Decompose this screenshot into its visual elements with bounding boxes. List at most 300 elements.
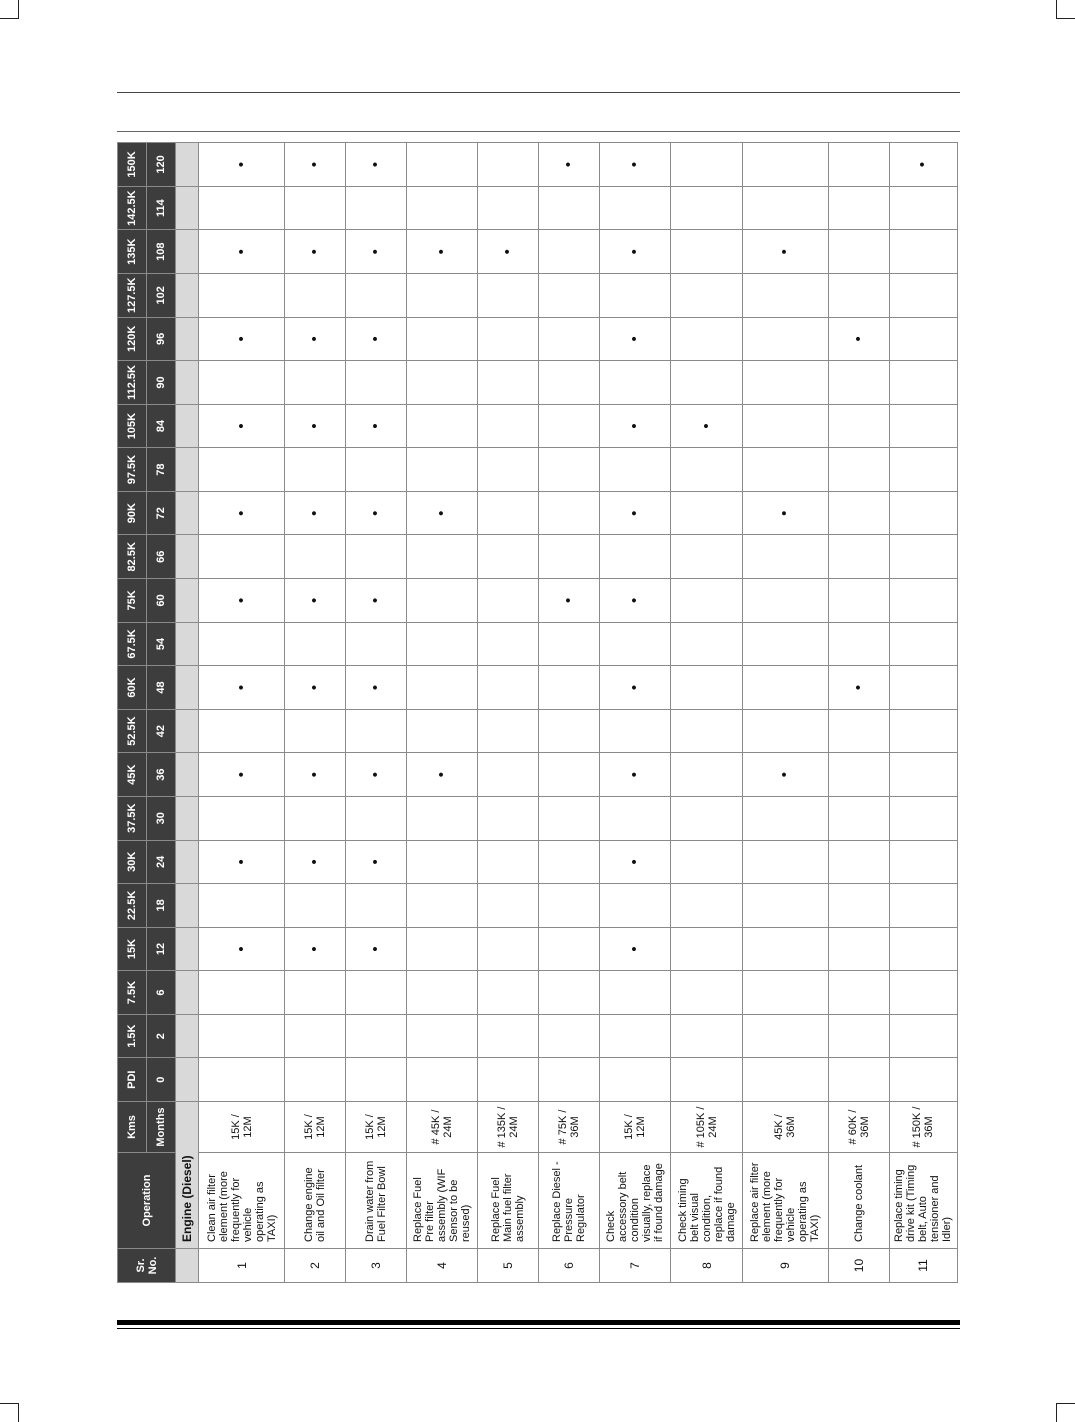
crop-mark-top-right (1056, 0, 1075, 19)
section-cell (176, 274, 199, 318)
service-empty-cell (828, 274, 889, 318)
kms-header: Kms (118, 1102, 147, 1153)
service-empty-cell (828, 1014, 889, 1058)
service-empty-cell (889, 796, 957, 840)
footer-rule-thick (117, 1320, 960, 1325)
service-empty-cell (828, 1058, 889, 1102)
sr-no-cell: 2 (285, 1249, 346, 1283)
table-row (199, 143, 285, 1283)
service-empty-cell (889, 535, 957, 579)
service-due-dot: • (199, 317, 285, 361)
service-empty-cell (539, 535, 600, 579)
service-due-dot: • (671, 404, 742, 448)
service-empty-cell (478, 753, 539, 797)
service-empty-cell (406, 317, 477, 361)
section-title: Engine (Diesel) (176, 1102, 199, 1249)
service-due-dot: • (600, 491, 671, 535)
service-due-dot: • (478, 230, 539, 274)
schedule-cell: 45K / 36M (742, 1102, 828, 1153)
service-empty-cell (478, 796, 539, 840)
service-empty-cell (600, 361, 671, 405)
interval-kms-header: 45K (118, 753, 147, 797)
service-due-dot: • (199, 579, 285, 623)
section-cell (176, 186, 199, 230)
service-empty-cell (671, 1014, 742, 1058)
service-empty-cell (346, 1058, 407, 1102)
table-row (406, 143, 477, 1283)
service-empty-cell (346, 796, 407, 840)
service-empty-cell (600, 535, 671, 579)
service-empty-cell (199, 535, 285, 579)
service-due-dot: • (285, 840, 346, 884)
service-empty-cell (285, 1014, 346, 1058)
section-cell (176, 971, 199, 1015)
interval-kms-header: 1.5K (118, 1014, 147, 1058)
service-empty-cell (742, 622, 828, 666)
interval-kms-header: 112.5K (118, 361, 147, 405)
service-due-dot: • (199, 753, 285, 797)
service-empty-cell (346, 884, 407, 928)
interval-kms-header: 52.5K (118, 709, 147, 753)
interval-months-header: 0 (147, 1058, 176, 1102)
operation-cell: Clean air filter element (more frequently for vehicle operating as TAXI) (199, 1153, 285, 1249)
service-empty-cell (406, 186, 477, 230)
schedule-cell: 15K / 12M (199, 1102, 285, 1153)
section-cell (176, 448, 199, 492)
service-due-dot: • (406, 491, 477, 535)
service-empty-cell (889, 361, 957, 405)
service-due-dot: • (285, 317, 346, 361)
section-spacer (176, 1249, 199, 1283)
interval-months-header: 102 (147, 274, 176, 318)
service-empty-cell (539, 1058, 600, 1102)
service-due-dot: • (600, 927, 671, 971)
service-due-dot: • (600, 666, 671, 710)
interval-kms-header: 142.5K (118, 186, 147, 230)
service-empty-cell (285, 709, 346, 753)
service-due-dot: • (828, 317, 889, 361)
service-empty-cell (478, 143, 539, 187)
sr-no-cell: 3 (346, 1249, 407, 1283)
service-empty-cell (539, 753, 600, 797)
service-empty-cell (671, 491, 742, 535)
service-due-dot: • (199, 404, 285, 448)
service-empty-cell (742, 274, 828, 318)
interval-months-header: 66 (147, 535, 176, 579)
interval-kms-header: 15K (118, 927, 147, 971)
operation-cell: Change engine oil and Oil filter (285, 1153, 346, 1249)
service-empty-cell (742, 579, 828, 623)
service-empty-cell (406, 143, 477, 187)
interval-months-header: 96 (147, 317, 176, 361)
service-empty-cell (828, 448, 889, 492)
service-empty-cell (671, 927, 742, 971)
service-empty-cell (742, 666, 828, 710)
service-empty-cell (671, 143, 742, 187)
service-empty-cell (285, 1058, 346, 1102)
service-empty-cell (406, 448, 477, 492)
service-empty-cell (828, 884, 889, 928)
service-empty-cell (406, 404, 477, 448)
service-empty-cell (600, 709, 671, 753)
table-row (889, 143, 957, 1283)
service-empty-cell (346, 622, 407, 666)
service-due-dot: • (346, 404, 407, 448)
service-empty-cell (478, 491, 539, 535)
section-cell (176, 666, 199, 710)
service-empty-cell (478, 709, 539, 753)
service-empty-cell (539, 840, 600, 884)
service-due-dot: • (346, 753, 407, 797)
service-empty-cell (539, 448, 600, 492)
operation-cell: Replace air filter element (more frequently for vehicle operating as TAXI) (742, 1153, 828, 1249)
service-empty-cell (828, 709, 889, 753)
service-empty-cell (889, 491, 957, 535)
section-cell (176, 796, 199, 840)
service-empty-cell (478, 1014, 539, 1058)
interval-kms-header: 97.5K (118, 448, 147, 492)
service-empty-cell (539, 796, 600, 840)
service-empty-cell (828, 404, 889, 448)
service-due-dot: • (199, 491, 285, 535)
service-empty-cell (889, 317, 957, 361)
service-empty-cell (742, 796, 828, 840)
service-due-dot: • (600, 317, 671, 361)
header-rule (117, 92, 960, 93)
interval-kms-header: 135K (118, 230, 147, 274)
service-empty-cell (346, 274, 407, 318)
service-empty-cell (742, 361, 828, 405)
service-empty-cell (406, 274, 477, 318)
service-empty-cell (346, 1014, 407, 1058)
service-empty-cell (742, 927, 828, 971)
operation-cell: Change coolant (828, 1153, 889, 1249)
service-due-dot: • (742, 230, 828, 274)
table-row (539, 143, 600, 1283)
service-empty-cell (600, 1014, 671, 1058)
section-cell (176, 622, 199, 666)
service-empty-cell (199, 884, 285, 928)
sr-no-cell: 9 (742, 1249, 828, 1283)
service-empty-cell (600, 1058, 671, 1102)
sr-no-cell: 1 (199, 1249, 285, 1283)
operation-cell: Replace Diesel - Pressure Regulator (539, 1153, 600, 1249)
service-due-dot: • (889, 143, 957, 187)
service-empty-cell (742, 317, 828, 361)
service-empty-cell (478, 579, 539, 623)
service-empty-cell (539, 317, 600, 361)
service-empty-cell (539, 622, 600, 666)
table-row (478, 143, 539, 1283)
service-empty-cell (478, 927, 539, 971)
interval-months-header: 54 (147, 622, 176, 666)
service-empty-cell (742, 840, 828, 884)
crop-mark-bottom-right (1056, 1403, 1075, 1422)
service-due-dot: • (539, 579, 600, 623)
service-empty-cell (285, 884, 346, 928)
service-empty-cell (742, 1058, 828, 1102)
service-empty-cell (742, 448, 828, 492)
service-empty-cell (478, 666, 539, 710)
service-due-dot: • (199, 840, 285, 884)
service-empty-cell (671, 666, 742, 710)
service-empty-cell (671, 535, 742, 579)
crop-mark-bottom-left (0, 1403, 19, 1422)
service-due-dot: • (199, 230, 285, 274)
sr-no-header: Sr. No. (118, 1249, 176, 1283)
service-empty-cell (828, 622, 889, 666)
service-empty-cell (671, 448, 742, 492)
service-empty-cell (346, 448, 407, 492)
service-due-dot: • (285, 230, 346, 274)
service-empty-cell (600, 796, 671, 840)
service-due-dot: • (600, 143, 671, 187)
service-empty-cell (285, 622, 346, 666)
service-empty-cell (671, 622, 742, 666)
service-empty-cell (828, 143, 889, 187)
months-header: Months (147, 1102, 176, 1153)
service-empty-cell (285, 796, 346, 840)
service-empty-cell (285, 186, 346, 230)
schedule-cell: # 75K / 36M (539, 1102, 600, 1153)
service-empty-cell (671, 796, 742, 840)
interval-kms-header: 75K (118, 579, 147, 623)
service-empty-cell (889, 404, 957, 448)
interval-kms-header: 127.5K (118, 274, 147, 318)
service-due-dot: • (285, 404, 346, 448)
service-due-dot: • (600, 230, 671, 274)
sr-no-cell: 10 (828, 1249, 889, 1283)
service-empty-cell (539, 1014, 600, 1058)
service-empty-cell (742, 186, 828, 230)
interval-months-header: 6 (147, 971, 176, 1015)
interval-months-header: 36 (147, 753, 176, 797)
service-empty-cell (406, 666, 477, 710)
interval-months-header: 72 (147, 491, 176, 535)
section-cell (176, 927, 199, 971)
service-empty-cell (406, 840, 477, 884)
schedule-cell: 15K / 12M (285, 1102, 346, 1153)
service-empty-cell (478, 840, 539, 884)
service-empty-cell (828, 535, 889, 579)
service-due-dot: • (406, 753, 477, 797)
service-due-dot: • (539, 143, 600, 187)
service-empty-cell (742, 709, 828, 753)
footer-rule-thin (117, 1328, 960, 1329)
sr-no-cell: 11 (889, 1249, 957, 1283)
sr-no-cell: 8 (671, 1249, 742, 1283)
service-empty-cell (671, 186, 742, 230)
service-empty-cell (600, 274, 671, 318)
service-empty-cell (478, 535, 539, 579)
service-empty-cell (828, 840, 889, 884)
interval-kms-header: 7.5K (118, 971, 147, 1015)
service-empty-cell (406, 361, 477, 405)
service-empty-cell (889, 1014, 957, 1058)
service-due-dot: • (346, 317, 407, 361)
service-empty-cell (406, 927, 477, 971)
interval-kms-header: 120K (118, 317, 147, 361)
service-empty-cell (600, 622, 671, 666)
service-empty-cell (671, 1058, 742, 1102)
service-empty-cell (406, 884, 477, 928)
service-empty-cell (199, 796, 285, 840)
schedule-cell: # 135K / 24M (478, 1102, 539, 1153)
section-cell (176, 709, 199, 753)
service-empty-cell (539, 971, 600, 1015)
interval-months-header: 24 (147, 840, 176, 884)
sr-no-cell: 7 (600, 1249, 671, 1283)
service-empty-cell (539, 884, 600, 928)
section-cell (176, 404, 199, 448)
service-empty-cell (828, 796, 889, 840)
service-empty-cell (478, 884, 539, 928)
interval-kms-header: 105K (118, 404, 147, 448)
schedule-cell: 15K / 12M (600, 1102, 671, 1153)
schedule-cell: # 45K / 24M (406, 1102, 477, 1153)
service-due-dot: • (742, 491, 828, 535)
interval-kms-header: 90K (118, 491, 147, 535)
service-due-dot: • (346, 491, 407, 535)
service-due-dot: • (600, 579, 671, 623)
service-empty-cell (742, 535, 828, 579)
service-due-dot: • (346, 143, 407, 187)
interval-kms-header: 150K (118, 143, 147, 187)
interval-kms-header: 60K (118, 666, 147, 710)
service-empty-cell (199, 448, 285, 492)
service-due-dot: • (285, 927, 346, 971)
service-due-dot: • (742, 753, 828, 797)
service-due-dot: • (346, 840, 407, 884)
table-row (742, 143, 828, 1283)
interval-months-header: 30 (147, 796, 176, 840)
service-empty-cell (828, 361, 889, 405)
service-empty-cell (828, 971, 889, 1015)
operation-cell: Drain water from Fuel Filter Bowl (346, 1153, 407, 1249)
service-empty-cell (478, 317, 539, 361)
service-empty-cell (671, 230, 742, 274)
service-empty-cell (742, 404, 828, 448)
interval-months-header: 48 (147, 666, 176, 710)
table-row (285, 143, 346, 1283)
sub-header-rule (117, 131, 960, 132)
service-due-dot: • (346, 230, 407, 274)
operation-cell: Check timing belt visual condition, replace if found damage (671, 1153, 742, 1249)
service-empty-cell (828, 230, 889, 274)
service-empty-cell (539, 491, 600, 535)
service-empty-cell (539, 404, 600, 448)
service-empty-cell (406, 622, 477, 666)
table-row (828, 143, 889, 1283)
service-empty-cell (671, 709, 742, 753)
service-empty-cell (539, 186, 600, 230)
schedule-cell: # 150K / 36M (889, 1102, 957, 1153)
service-due-dot: • (285, 143, 346, 187)
service-empty-cell (742, 143, 828, 187)
service-due-dot: • (285, 491, 346, 535)
section-cell (176, 491, 199, 535)
service-empty-cell (199, 274, 285, 318)
service-empty-cell (539, 274, 600, 318)
schedule-cell: 15K / 12M (346, 1102, 407, 1153)
service-empty-cell (828, 753, 889, 797)
service-due-dot: • (285, 579, 346, 623)
section-cell (176, 317, 199, 361)
service-due-dot: • (600, 404, 671, 448)
service-empty-cell (671, 274, 742, 318)
service-due-dot: • (346, 579, 407, 623)
service-empty-cell (539, 230, 600, 274)
maintenance-schedule-table (117, 142, 958, 1283)
service-due-dot: • (600, 840, 671, 884)
service-empty-cell (199, 1014, 285, 1058)
interval-months-header: 12 (147, 927, 176, 971)
interval-months-header: 42 (147, 709, 176, 753)
section-row (176, 143, 199, 1283)
section-cell (176, 143, 199, 187)
interval-months-header: 120 (147, 143, 176, 187)
service-empty-cell (346, 709, 407, 753)
service-due-dot: • (828, 666, 889, 710)
service-empty-cell (406, 796, 477, 840)
service-empty-cell (478, 186, 539, 230)
service-empty-cell (889, 1058, 957, 1102)
interval-months-header: 114 (147, 186, 176, 230)
interval-kms-header: 67.5K (118, 622, 147, 666)
service-empty-cell (539, 361, 600, 405)
service-empty-cell (671, 971, 742, 1015)
interval-kms-header: 82.5K (118, 535, 147, 579)
service-empty-cell (742, 1014, 828, 1058)
service-empty-cell (478, 274, 539, 318)
interval-kms-header: 22.5K (118, 884, 147, 928)
service-empty-cell (346, 186, 407, 230)
table-row (600, 143, 671, 1283)
service-empty-cell (742, 971, 828, 1015)
service-empty-cell (671, 840, 742, 884)
crop-mark-top-left (0, 0, 19, 19)
service-due-dot: • (199, 143, 285, 187)
service-due-dot: • (346, 927, 407, 971)
sr-no-cell: 6 (539, 1249, 600, 1283)
service-empty-cell (889, 448, 957, 492)
service-empty-cell (406, 1014, 477, 1058)
interval-months-header: 90 (147, 361, 176, 405)
section-cell (176, 579, 199, 623)
operation-header: Operation (118, 1153, 176, 1249)
service-empty-cell (671, 884, 742, 928)
section-cell (176, 1058, 199, 1102)
sr-no-cell: 4 (406, 1249, 477, 1283)
service-empty-cell (539, 709, 600, 753)
section-cell (176, 361, 199, 405)
service-empty-cell (285, 361, 346, 405)
service-empty-cell (478, 361, 539, 405)
interval-months-header: 78 (147, 448, 176, 492)
interval-months-header: 60 (147, 579, 176, 623)
service-empty-cell (285, 535, 346, 579)
service-empty-cell (478, 1058, 539, 1102)
service-due-dot: • (600, 753, 671, 797)
interval-months-header: 18 (147, 884, 176, 928)
service-empty-cell (742, 884, 828, 928)
service-empty-cell (406, 709, 477, 753)
service-empty-cell (889, 927, 957, 971)
service-empty-cell (478, 404, 539, 448)
service-empty-cell (889, 622, 957, 666)
service-empty-cell (199, 361, 285, 405)
service-empty-cell (199, 622, 285, 666)
